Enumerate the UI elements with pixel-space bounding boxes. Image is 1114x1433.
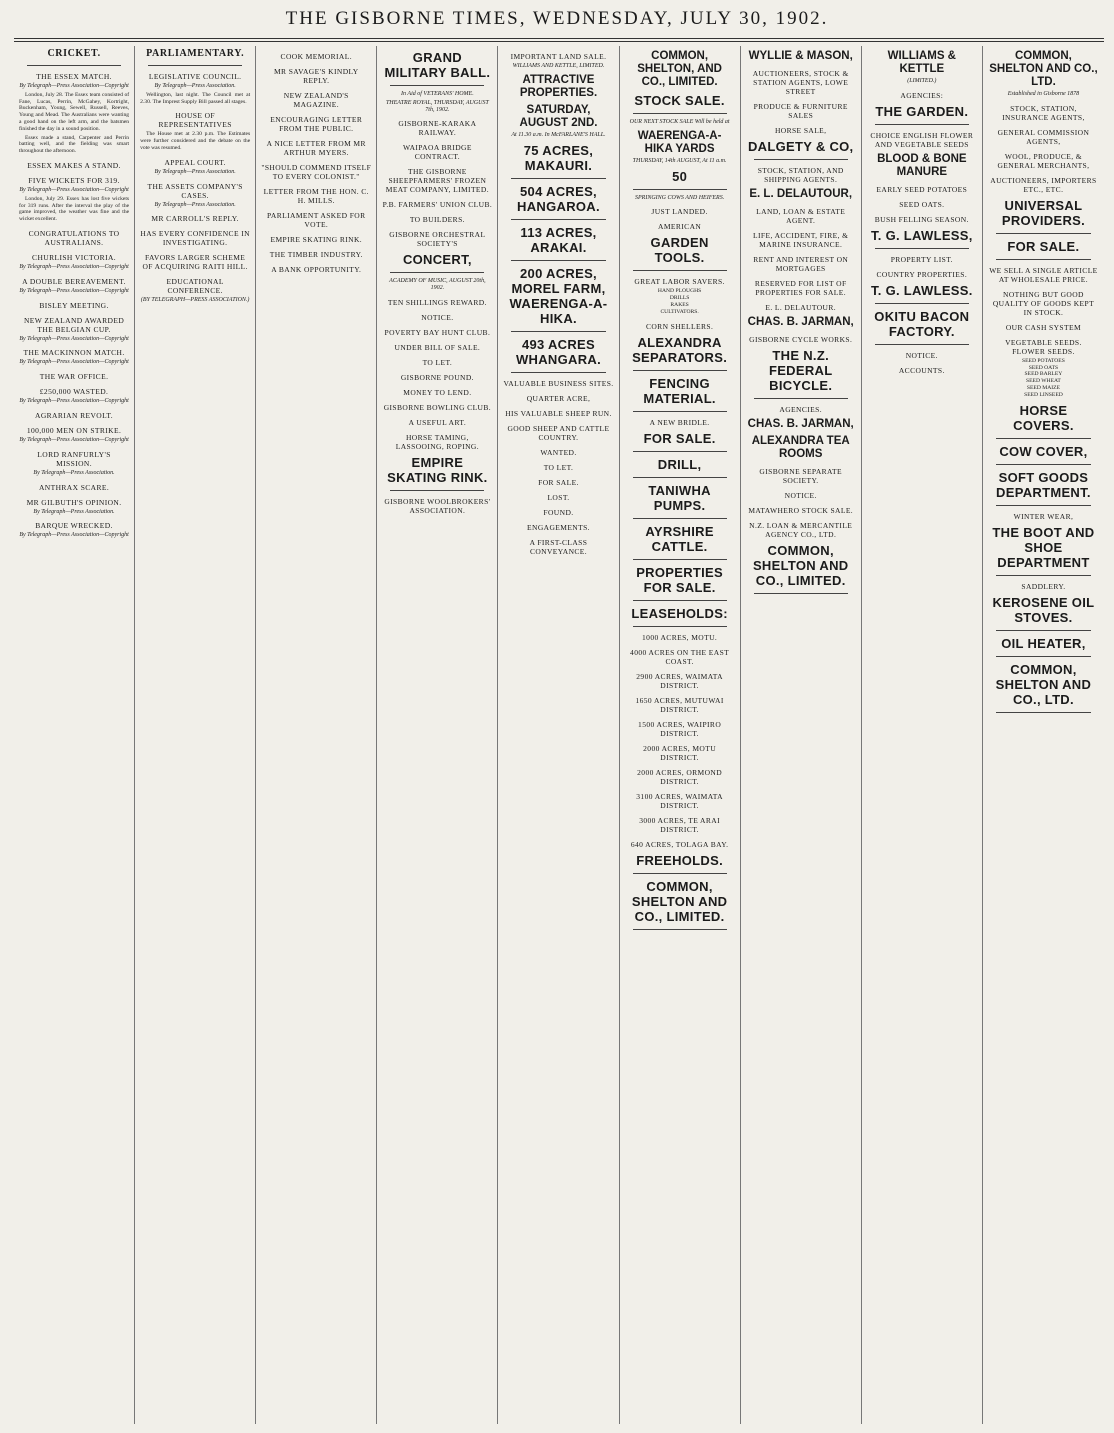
subheading: GOOD SHEEP AND CATTLE COUNTRY. <box>507 423 610 442</box>
advert-title: CHAS. B. JARMAN, <box>747 418 854 430</box>
advert-headline: 504 ACRES, HANGAROA. <box>517 183 600 214</box>
subheading: VEGETABLE SEEDS. FLOWER SEEDS. <box>1005 337 1082 356</box>
list-item: SEED LINSEED <box>1024 391 1063 398</box>
section-divider <box>148 65 242 66</box>
subheading: ACCOUNTS. <box>898 365 945 375</box>
dateline: By Telegraph—Press Association—Copyright <box>19 532 129 539</box>
advert-headline: FOR SALE. <box>1007 238 1080 254</box>
subheading: GISBORNE SEPARATE SOCIETY. <box>759 467 842 485</box>
article-paragraph: Wellington, last night. The Council met at 2.30. The Imprest Supply Bill passed all stages. <box>140 91 251 105</box>
subheading: 2900 ACRES, WAIMATA DISTRICT. <box>636 671 723 690</box>
dateline: ACADEMY OF MUSIC, AUGUST 20th, 1902. <box>389 278 486 292</box>
column-7 <box>741 46 862 1424</box>
advert-title: BLOOD & BONE MANURE <box>877 152 967 178</box>
subheading: AGENCIES: <box>900 90 944 100</box>
subheading: EARLY SEED POTATOES <box>876 184 968 194</box>
subheading: CONGRATULATIONS TO AUSTRALIANS. <box>28 228 120 247</box>
subheading: JUST LANDED. <box>651 207 708 217</box>
subheading: WANTED. <box>540 447 577 457</box>
subheading: TO BUILDERS. <box>409 215 465 225</box>
column-9 <box>983 46 1104 1424</box>
section-divider <box>390 490 484 491</box>
dateline: In Aid of VETERANS' HOME. <box>401 91 474 97</box>
subheading: LETTER FROM THE HON. C. H. MILLS. <box>263 187 369 205</box>
item-list <box>988 358 1099 399</box>
masthead-title: THE GISBORNE TIMES, WEDNESDAY, JULY 30, 1902. <box>285 8 829 29</box>
section-divider <box>633 477 727 478</box>
dateline: By Telegraph—Press Association—Copyright <box>19 287 129 294</box>
subheading: COOK MEMORIAL. <box>280 52 352 61</box>
list-item: SEED OATS <box>1028 364 1059 371</box>
subheading: QUARTER ACRE, <box>526 393 591 403</box>
subheading: RESERVED FOR LIST OF PROPERTIES FOR SALE. <box>754 279 847 297</box>
advert-headline: GRAND MILITARY BALL. <box>384 50 491 80</box>
subheading: FOUND. <box>543 507 574 517</box>
dateline: THURSDAY, 14th AUGUST, At 11 a.m. <box>632 157 727 164</box>
section-divider <box>996 464 1091 465</box>
section-divider <box>996 656 1091 657</box>
advert-title: WYLLIE & MASON, <box>748 50 853 62</box>
advert-title: COMMON, SHELTON, AND CO., LIMITED. <box>637 50 722 88</box>
subheading: AUCTIONEERS, STOCK & STATION AGENTS, LOWE STREET <box>752 69 849 96</box>
advert-headline: T. G. LAWLESS. <box>870 282 973 298</box>
subheading: AGENCIES. <box>779 405 822 414</box>
advert-headline: CONCERT, <box>402 252 472 268</box>
advert-headline: 50 <box>672 168 688 184</box>
subheading: WINTER WEAR, <box>1013 511 1074 521</box>
section-divider <box>390 85 484 86</box>
dateline: At 11.30 a.m. In McFARLANE'S HALL. <box>511 131 606 138</box>
subheading: 4000 ACRES ON THE EAST COAST. <box>630 647 730 666</box>
section-divider <box>996 505 1091 506</box>
section-divider <box>633 626 727 627</box>
section-heading: CRICKET. <box>47 48 101 59</box>
advert-headline: DALGETY & CO, <box>747 139 854 154</box>
subheading: NEW ZEALAND'S MAGAZINE. <box>283 91 349 109</box>
subheading: 3100 ACRES, WAIMATA DISTRICT. <box>636 791 723 810</box>
subheading: ESSEX MAKES A STAND. <box>27 160 121 170</box>
subheading: GISBORNE POUND. <box>400 372 474 382</box>
section-divider <box>633 189 727 190</box>
advert-title: E. L. DELAUTOUR, <box>749 188 853 200</box>
advert-headline: OIL HEATER, <box>1001 635 1086 651</box>
dateline: By Telegraph—Press Association—Copyright <box>19 335 129 342</box>
subheading: 1500 ACRES, WAIPIRO DISTRICT. <box>638 719 722 738</box>
subheading: THE MACKINNON MATCH. <box>23 348 125 358</box>
subheading: THE ASSETS COMPANY'S CASES. <box>147 181 243 200</box>
subheading: NOTICE. <box>784 491 817 500</box>
subheading: CORN SHELLERS. <box>645 321 714 331</box>
subheading: RENT AND INTEREST ON MORTGAGES <box>753 255 849 273</box>
advert-headline: UNIVERSAL PROVIDERS. <box>1001 197 1086 228</box>
advert-headline: COW COVER, <box>999 443 1088 459</box>
dateline: By Telegraph—Press Association—Copyright <box>19 83 129 89</box>
dateline: By Telegraph—Press Association—Copyright <box>19 398 129 405</box>
subheading: A NEW BRIDLE. <box>649 417 710 427</box>
subheading: THE WAR OFFICE. <box>39 372 109 382</box>
advert-headline: THE BOOT AND SHOE DEPARTMENT <box>992 524 1095 570</box>
subheading: A BANK OPPORTUNITY. <box>271 265 362 274</box>
subheading: NOTICE. <box>421 312 454 322</box>
section-divider <box>875 124 969 125</box>
subheading: 100,000 MEN ON STRIKE. <box>26 425 122 435</box>
columns-container <box>14 46 1104 1424</box>
section-divider <box>633 270 727 271</box>
dateline: By Telegraph—Press Association—Copyright <box>19 186 129 193</box>
section-divider <box>511 260 605 261</box>
subheading: FOR SALE. <box>538 477 579 487</box>
subheading: ENGAGEMENTS. <box>527 522 590 532</box>
dateline: (BY TELEGRAPH—PRESS ASSOCIATION.) <box>140 297 250 304</box>
subheading: £250,000 WASTED. <box>39 387 109 397</box>
subheading: BUSH FELLING SEASON. <box>874 214 969 224</box>
subheading: CHOICE ENGLISH FLOWER AND VEGETABLE SEEDS <box>870 130 974 149</box>
subheading: BARQUE WRECKED. <box>35 521 113 531</box>
section-divider <box>633 451 727 452</box>
advert-headline: 200 ACRES, MOREL FARM, WAERENGA-A-HIKA. <box>509 265 608 326</box>
subheading: APPEAL COURT. <box>164 157 226 167</box>
subheading: LAND, LOAN & ESTATE AGENT. <box>756 207 846 225</box>
subheading: WOOL, PRODUCE, & GENERAL MERCHANTS, <box>997 151 1090 170</box>
section-divider <box>996 575 1091 576</box>
subheading: GISBORNE WOOLBROKERS' ASSOCIATION. <box>384 496 491 515</box>
section-divider <box>633 113 727 114</box>
advert-headline: T. G. LAWLESS, <box>870 227 973 243</box>
list-item: SEED BARLEY <box>1024 371 1063 378</box>
subheading: 1650 ACRES, MUTUWAI DISTRICT. <box>635 695 724 714</box>
subheading: 2000 ACRES, ORMOND DISTRICT. <box>637 767 723 786</box>
subheading: STOCK, STATION, AND SHIPPING AGENTS. <box>757 166 844 184</box>
dateline: OUR NEXT STOCK SALE Will be held at <box>629 119 730 125</box>
dateline: By Telegraph—Press Association. <box>154 201 236 208</box>
column-5 <box>498 46 619 1424</box>
subheading: MONEY TO LEND. <box>403 387 472 397</box>
subheading: MR SAVAGE'S KINDLY REPLY. <box>273 67 359 85</box>
list-item: HAND PLOUGHS <box>657 288 702 295</box>
subheading: 640 ACRES, TOLAGA BAY. <box>630 839 729 849</box>
dateline: (LIMITED.) <box>907 78 937 84</box>
advert-headline: OKITU BACON FACTORY. <box>874 308 970 339</box>
advert-title: CHAS. B. JARMAN, <box>747 316 854 328</box>
section-divider <box>633 370 727 371</box>
subheading: N.Z. LOAN & MERCANTILE AGENCY CO., LTD. <box>749 521 853 539</box>
subheading: GISBORNE BOWLING CLUB. <box>383 402 492 412</box>
section-divider <box>996 233 1091 234</box>
section-divider <box>633 559 727 560</box>
subheading: FAVORS LARGER SCHEME OF ACQUIRING RAITI HILL. <box>142 253 248 272</box>
subheading: MATAWHERO STOCK SALE. <box>748 506 854 515</box>
section-divider <box>511 219 605 220</box>
dateline: Established in Gisborne 1878 <box>1007 91 1080 97</box>
advert-title: WAERENGA-A-HIKA YARDS <box>637 129 722 155</box>
advert-headline: 493 ACRES WHANGARA. <box>515 336 601 367</box>
dateline: By Telegraph—Press Association. <box>33 508 115 515</box>
advert-headline: FOR SALE. <box>643 430 716 446</box>
section-divider <box>633 929 727 930</box>
section-divider <box>633 518 727 519</box>
subheading: A FIRST-CLASS CONVEYANCE. <box>529 537 588 556</box>
subheading: PARLIAMENT ASKED FOR VOTE. <box>267 211 366 229</box>
article-paragraph: Essex made a stand, Carpenter and Perrin batting well, and the fielding was smart throughout the afternoon. <box>19 134 130 155</box>
advert-title: SATURDAY, AUGUST 2ND. <box>519 103 598 129</box>
list-item: CULTIVATORS. <box>660 308 699 315</box>
subheading: SEED OATS. <box>899 199 945 209</box>
subheading: HAS EVERY CONFIDENCE IN INVESTIGATING. <box>140 229 250 248</box>
section-divider <box>633 411 727 412</box>
subheading: CHURLISH VICTORIA. <box>32 252 117 262</box>
subheading: MR GILBUTH'S OPINION. <box>26 497 122 507</box>
dateline: By Telegraph—Press Association. <box>154 168 236 175</box>
section-divider <box>875 344 969 345</box>
subheading: A USEFUL ART. <box>408 417 467 427</box>
advert-headline: PROPERTIES FOR SALE. <box>636 564 723 595</box>
advert-title: WILLIAMS & KETTLE <box>887 50 956 75</box>
subheading: STOCK, STATION, INSURANCE AGENTS, <box>1002 103 1085 122</box>
advert-headline: 75 ACRES, MAKAURI. <box>523 142 594 173</box>
section-divider <box>511 331 605 332</box>
section-divider <box>996 259 1091 260</box>
advert-headline: 113 ACRES, ARAKAI. <box>520 224 597 255</box>
section-divider <box>875 303 969 304</box>
subheading: EDUCATIONAL CONFERENCE. <box>166 277 224 296</box>
article-paragraph: London, July 29. Essex has lost five wickets for 319 runs. After the interval the play of the game improved, the weather was fine and the wicket excellent. <box>19 195 130 223</box>
advert-headline: COMMON, SHELTON AND CO., LTD. <box>995 661 1092 707</box>
subheading: HORSE TAMING, LASSOOING, ROPING. <box>395 432 479 451</box>
subheading: THE TIMBER INDUSTRY. <box>269 250 363 259</box>
column-6 <box>620 46 741 1424</box>
advert-headline: COMMON, SHELTON AND CO., LIMITED. <box>631 878 728 924</box>
subheading: A NICE LETTER FROM MR ARTHUR MYERS. <box>266 139 366 157</box>
subheading: LOST. <box>547 492 570 502</box>
section-divider <box>633 873 727 874</box>
advert-headline: FENCING MATERIAL. <box>643 375 716 406</box>
subheading: NOTICE. <box>905 350 938 360</box>
advert-headline: DRILL, <box>657 456 702 472</box>
subheading: MR CARROLL'S REPLY. <box>151 214 239 224</box>
advert-title: ATTRACTIVE PROPERTIES. <box>519 73 598 99</box>
list-item: SEED MAIZE <box>1026 384 1060 391</box>
advert-title: ALEXANDRA TEA ROOMS <box>751 435 850 460</box>
subheading: COUNTRY PROPERTIES. <box>876 269 968 279</box>
subheading: 1000 ACRES, MOTU. <box>642 632 718 642</box>
subheading: E. L. DELAUTOUR. <box>765 303 837 312</box>
advert-headline: COMMON, SHELTON AND CO., LIMITED. <box>752 543 849 588</box>
list-item: SEED POTATOES <box>1022 357 1065 364</box>
section-divider <box>511 178 605 179</box>
subheading: AUCTIONEERS, IMPORTERS ETC., ETC. <box>990 175 1097 194</box>
section-divider <box>754 398 848 399</box>
subheading: LORD RANFURLY'S MISSION. <box>37 449 111 468</box>
subheading: POVERTY BAY HUNT CLUB. <box>384 327 491 337</box>
subheading: NOTHING BUT GOOD QUALITY OF GOODS KEPT IN STOCK. <box>992 289 1095 317</box>
column-3 <box>256 46 377 1424</box>
subheading: THE ESSEX MATCH. <box>36 72 112 81</box>
masthead-rule <box>14 38 1104 39</box>
subheading: GISBORNE ORCHESTRAL SOCIETY'S <box>389 230 486 249</box>
advert-headline: EMPIRE SKATING RINK. <box>387 454 488 485</box>
subheading: A DOUBLE BEREAVEMENT. <box>22 276 126 286</box>
dateline: By Telegraph—Press Association—Copyright <box>19 436 129 443</box>
subheading: FIVE WICKETS FOR 319. <box>28 175 120 185</box>
advert-headline: FREEHOLDS. <box>636 852 723 868</box>
section-divider <box>27 65 121 66</box>
subheading: ANTHRAX SCARE. <box>38 482 110 492</box>
section-divider <box>875 248 969 249</box>
article-paragraph: The House met at 2.30 p.m. The Estimates were further considered and the debate on the vote was resumed. <box>140 131 251 151</box>
subheading: GREAT LABOR SAVERS. <box>634 277 725 287</box>
dateline: SPRINGING COWS AND HEIFERS. <box>634 194 725 201</box>
dateline: WILLIAMS AND KETTLE, LIMITED. <box>512 63 605 69</box>
subheading: GISBORNE CYCLE WORKS. <box>749 335 853 344</box>
advert-headline: GARDEN TOOLS. <box>650 235 709 266</box>
subheading: PRODUCE & FURNITURE SALES <box>753 102 848 120</box>
advert-headline: THE GARDEN. <box>875 103 969 119</box>
section-divider <box>996 630 1091 631</box>
section-divider <box>996 712 1091 713</box>
subheading: UNDER BILL OF SALE. <box>394 342 481 352</box>
advert-headline: STOCK SALE. <box>634 93 725 108</box>
subheading: P.B. FARMERS' UNION CLUB. <box>382 200 493 210</box>
dateline: By Telegraph—Press Association. <box>154 83 236 89</box>
subheading: PROPERTY LIST. <box>890 254 953 264</box>
advert-headline: TANIWHA PUMPS. <box>648 482 711 513</box>
subheading: HORSE SALE, <box>774 126 827 135</box>
subheading: VALUABLE BUSINESS SITES. <box>503 378 614 388</box>
advert-headline: AYRSHIRE CATTLE. <box>645 523 714 554</box>
section-divider <box>390 272 484 273</box>
column-8 <box>862 46 983 1424</box>
subheading: TO LET. <box>543 462 574 472</box>
list-item: DRILLS <box>669 295 690 302</box>
column-2 <box>135 46 256 1424</box>
advert-headline: KEROSENE OIL STOVES. <box>992 594 1095 625</box>
subheading: IMPORTANT LAND SALE. <box>510 52 607 61</box>
section-divider <box>754 159 848 160</box>
subheading: TO LET. <box>422 357 453 367</box>
subheading: BISLEY MEETING. <box>39 300 109 310</box>
subheading: 3000 ACRES, TE ARAI DISTRICT. <box>639 815 720 834</box>
section-divider <box>754 593 848 594</box>
article-paragraph: London, July 28. The Essex team consisted of Fane, Lucas, Perrin, McGahey, Kortright, Buckenham, Young, Sewell, Russell, Reeves, Young and Mead. The Australians were wanting a good hand on the left arm, and the batsmen finished the day in a sound position. <box>19 91 130 132</box>
subheading: GENERAL COMMISSION AGENTS, <box>997 127 1090 146</box>
section-heading: PARLIAMENTARY. <box>146 48 245 59</box>
dateline: By Telegraph—Press Association—Copyright <box>19 263 129 270</box>
section-divider <box>633 600 727 601</box>
advert-headline: ALEXANDRA SEPARATORS. <box>632 334 728 365</box>
subheading: "SHOULD COMMEND ITSELF TO EVERY COLONIST." <box>261 163 372 181</box>
advert-headline: SOFT GOODS DEPARTMENT. <box>996 469 1091 500</box>
item-list <box>625 288 735 315</box>
subheading: AGRARIAN REVOLT. <box>35 410 114 420</box>
advert-title: COMMON, SHELTON AND CO., LTD. <box>989 50 1098 88</box>
subheading: GISBORNE-KARAKA RAILWAY. <box>398 119 477 138</box>
subheading: TEN SHILLINGS REWARD. <box>387 297 487 307</box>
column-4 <box>377 46 498 1424</box>
list-item: RAKES <box>670 301 689 308</box>
subheading: WE SELL A SINGLE ARTICLE AT WHOLESALE PRICE. <box>989 265 1098 284</box>
subheading: 2000 ACRES, MOTU DISTRICT. <box>643 743 717 762</box>
masthead-rule-double <box>14 41 1104 42</box>
dateline: By Telegraph—Press Association. <box>33 469 115 476</box>
dateline: THEATRE ROYAL, THURSDAY, AUGUST 7th, 1902. <box>385 99 489 113</box>
subheading: ENCOURAGING LETTER FROM THE PUBLIC. <box>270 115 363 133</box>
column-1 <box>14 46 135 1424</box>
list-item: SEED WHEAT <box>1026 378 1061 385</box>
advert-headline: THE N.Z. FEDERAL BICYCLE. <box>768 348 833 393</box>
dateline: By Telegraph—Press Association—Copyright <box>19 359 129 366</box>
subheading: HIS VALUABLE SHEEP RUN. <box>505 408 612 418</box>
subheading: SADDLERY. <box>1021 581 1066 591</box>
subheading: NEW ZEALAND AWARDED THE BELGIAN CUP. <box>23 315 125 334</box>
subheading: THE GISBORNE SHEEPFARMERS' FROZEN MEAT COMPANY, LIMITED. <box>385 167 490 195</box>
advert-headline: LEASEHOLDS: <box>631 605 728 621</box>
subheading: WAIPAOA BRIDGE CONTRACT. <box>402 143 472 162</box>
advert-headline: HORSE COVERS. <box>1013 402 1074 433</box>
subheading: HOUSE OF REPRESENTATIVES <box>158 111 232 130</box>
subheading: OUR CASH SYSTEM <box>1005 322 1082 332</box>
section-divider <box>511 372 605 373</box>
subheading: LEGISLATIVE COUNCIL. <box>148 72 242 81</box>
subheading: EMPIRE SKATING RINK. <box>270 235 363 244</box>
section-divider <box>996 438 1091 439</box>
subheading: LIFE, ACCIDENT, FIRE, & MARINE INSURANCE. <box>753 231 849 249</box>
subheading: AMERICAN <box>658 222 702 232</box>
